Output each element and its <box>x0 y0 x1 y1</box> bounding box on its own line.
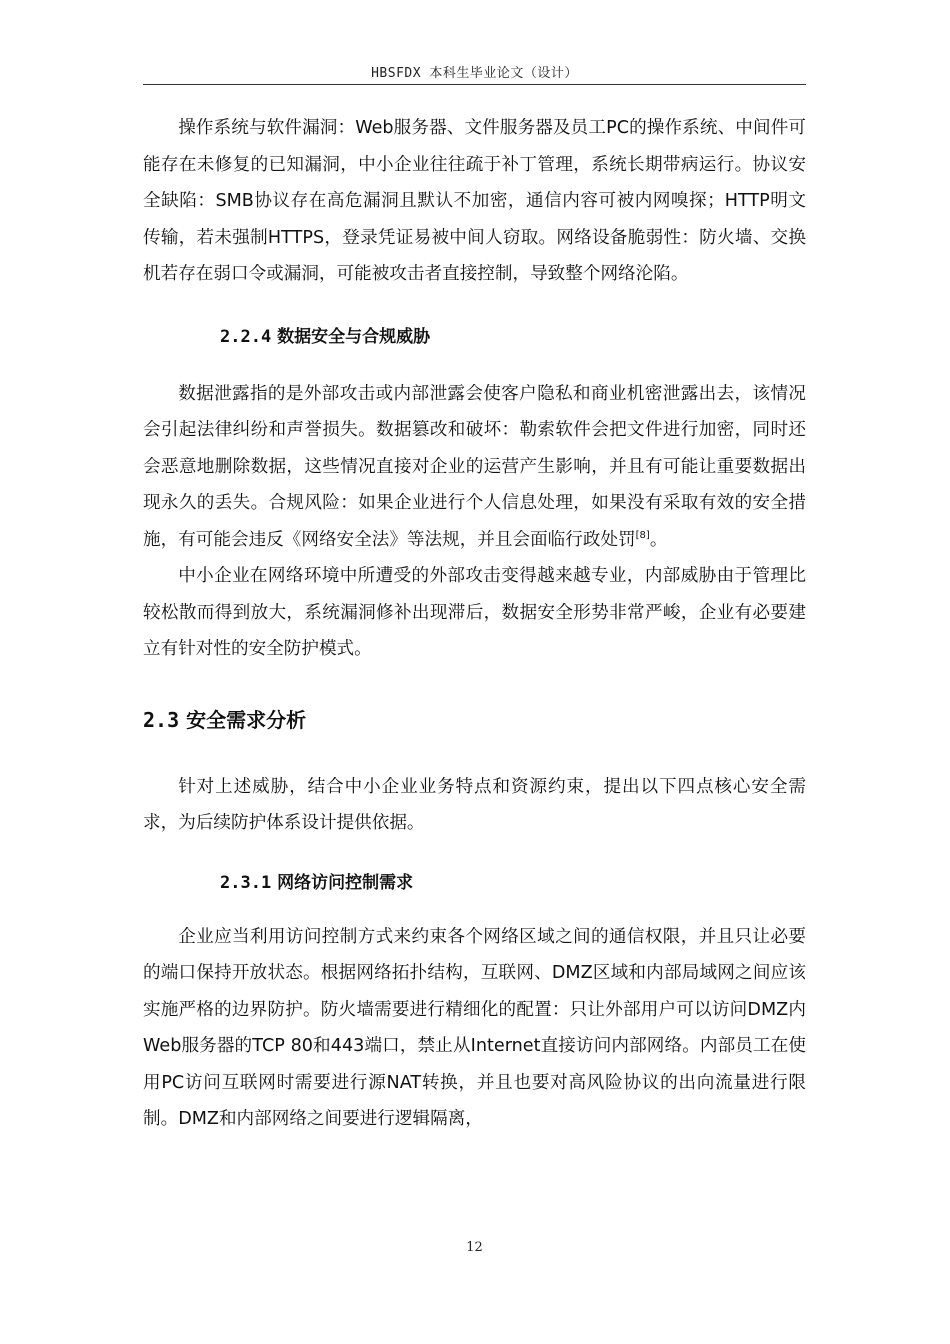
heading-2-3 <box>143 704 806 733</box>
paragraph-access-control: 企业应当利用访问控制方式来约束各个网络区域之间的通信权限，并且只让必要的端口保持开放状态。根据网络拓扑结构，互联网、DMZ区域和内部局域网之间应该实施严格的边界防护。防火墙需要进行精细化的配置：只让外部用户可以访问DMZ内Web服务器的TCP 80和443端口，禁止从Internet直接访问内部网络。内部员工在使用PC访问互联网时需要进行源NAT转换，并且也要对高风险协议的出向流量进行限制。DMZ和内部网络之间要进行逻辑隔离， <box>143 926 806 1129</box>
heading-text: 安全需求分析 <box>186 707 307 732</box>
page-content <box>143 110 806 1138</box>
heading-number: 2.3.1 <box>220 872 272 893</box>
heading-text: 数据安全与合规威胁 <box>277 326 431 347</box>
heading-number: 2.2.4 <box>220 326 272 347</box>
heading-number: 2.3 <box>143 707 180 732</box>
paragraph-requirements-intro: 针对上述威胁，结合中小企业业务特点和资源约束，提出以下四点核心安全需求，为后续防护体系设计提供依据。 <box>143 776 806 833</box>
paragraph-data-security <box>143 376 806 559</box>
heading-text: 网络访问控制需求 <box>277 872 414 893</box>
heading-2-2-4 <box>143 322 806 347</box>
paragraph-end: 。 <box>649 529 668 550</box>
paragraph-text: 数据泄露指的是外部攻击或内部泄露会使客户隐私和商业机密泄露出去，该情况会引起法律纠纷和声誉损失。数据篡改和破坏：勒索软件会把文件进行加密，同时还会恶意地删除数据，这些情况直接对企业的运营产生影响，并且有可能让重要数据出现永久的丢失。合规风险：如果企业进行个人信息处理，如果没有采取有效的安全措施，有可能会违反《网络安全法》等法规，并且会面临行政处罚 <box>143 383 806 550</box>
paragraph-vulnerabilities: 操作系统与软件漏洞：Web服务器、文件服务器及员工PC的操作系统、中间件可能存在未修复的已知漏洞，中小企业往往疏于补丁管理，系统长期带病运行。协议安全缺陷：SMB协议存在高危漏洞且默认不加密，通信内容可被内网嗅探；HTTP明文传输，若未强制HTTPS，登录凭证易被中间人窃取。网络设备脆弱性：防火墙、交换机若存在弱口令或漏洞，可能被攻击者直接控制，导致整个网络沦陷。 <box>143 118 806 284</box>
running-header: HBSFDX 本科生毕业论文（设计） <box>371 66 578 81</box>
heading-2-3-1 <box>143 868 806 893</box>
citation-ref[interactable]: [8] <box>635 529 650 541</box>
header-rule <box>143 84 806 85</box>
paragraph-summary: 中小企业在网络环境中所遭受的外部攻击变得越来越专业，内部威胁由于管理比较松散而得到放大，系统漏洞修补出现滞后，数据安全形势非常严峻，企业有必要建立有针对性的安全防护模式。 <box>143 566 806 659</box>
page-number: 12 <box>466 1240 483 1255</box>
